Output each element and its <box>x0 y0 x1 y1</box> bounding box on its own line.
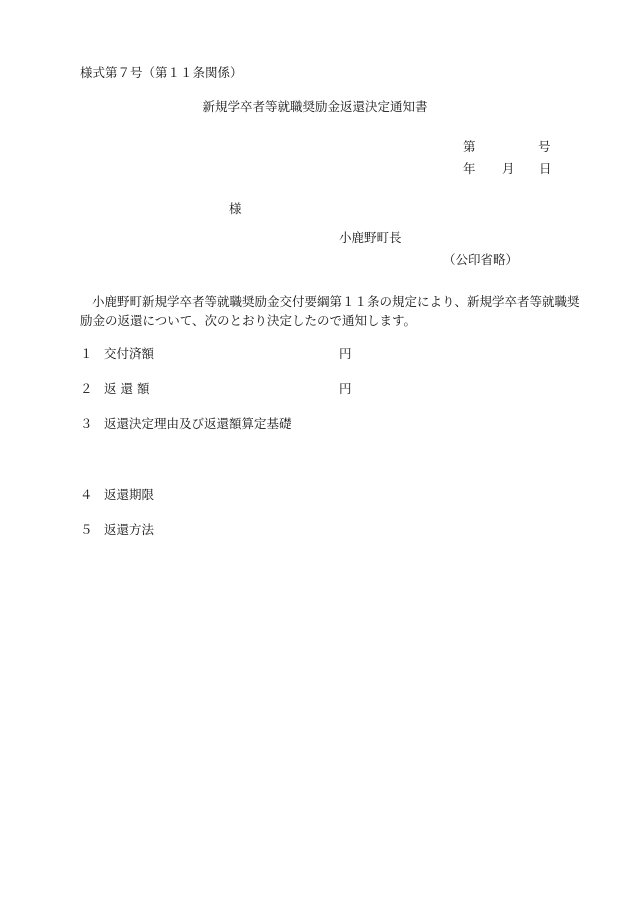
date-day-label: 日 <box>539 161 552 176</box>
item-number: ３ <box>80 416 93 431</box>
date-month-label: 月 <box>502 161 515 176</box>
seal-omitted-note: （公印省略） <box>443 252 519 267</box>
list-item <box>0 416 630 432</box>
item-number: １ <box>80 346 93 361</box>
ref-number-prefix: 第 <box>463 139 476 154</box>
date-year-label: 年 <box>463 161 476 176</box>
item-number: ４ <box>80 487 93 502</box>
list-item <box>0 487 630 503</box>
issuer-name: 小鹿野町長 <box>339 230 402 245</box>
item-label: 返還期限 <box>104 487 155 502</box>
item-number: ５ <box>80 522 93 537</box>
list-item <box>0 522 630 538</box>
ref-number-suffix: 号 <box>538 139 551 154</box>
list-item <box>0 346 630 362</box>
item-label: 返 還 額 <box>104 381 150 396</box>
addressee-honorific: 様 <box>229 201 242 216</box>
body-paragraph: 小鹿野町新規学卒者等就職奨励金交付要綱第１１条の規定により、新規学卒者等就職奨励金の返還について、次のとおり決定したので通知します。 <box>80 294 580 328</box>
item-number: ２ <box>80 381 93 396</box>
item-label: 返還方法 <box>104 522 155 537</box>
item-label: 返還決定理由及び返還額算定基礎 <box>104 416 292 431</box>
list-item <box>0 381 630 397</box>
item-unit: 円 <box>339 381 352 396</box>
document-title: 新規学卒者等就職奨励金返還決定通知書 <box>202 99 428 114</box>
item-unit: 円 <box>339 346 352 361</box>
item-label: 交付済額 <box>104 346 155 361</box>
form-number: 様式第７号（第１１条関係） <box>80 65 243 80</box>
